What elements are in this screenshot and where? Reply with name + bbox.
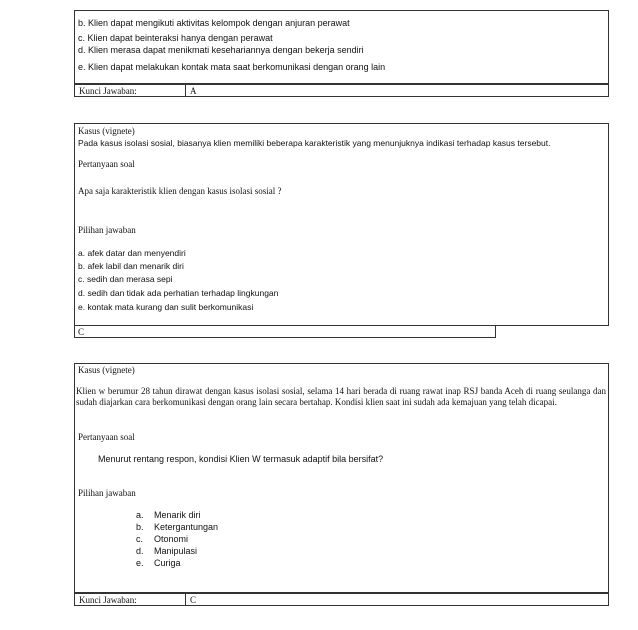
option-text: Otonomi	[154, 534, 189, 544]
block2-option-b: b. afek labil dan menarik diri	[78, 261, 184, 271]
block1-option-e: e. Klien dapat melakukan kontak mata saat berkomunikasi dengan orang lain	[78, 62, 386, 72]
block3-option-e	[136, 558, 181, 568]
block2-choices-label: Pilihan jawaban	[78, 225, 136, 235]
block1-option-b: b. Klien dapat mengikuti aktivitas kelompok dengan anjuran perawat	[78, 18, 350, 28]
answer-key-label: Kunci Jawaban:	[79, 595, 137, 605]
option-letter: b.	[136, 522, 144, 532]
block3-option-a	[136, 510, 201, 520]
answer-key-value: A	[190, 86, 197, 96]
block2-option-c: c. sedih dan merasa sepi	[78, 274, 173, 284]
answer-key-value: C	[190, 595, 197, 605]
option-letter: c.	[136, 534, 144, 544]
block3-choices-label: Pilihan jawaban	[78, 488, 136, 498]
block2-heading: Kasus (vignete)	[78, 126, 135, 136]
block1-option-d: d. Klien merasa dapat menikmati kesehariannya dengan bekerja sendiri	[78, 45, 364, 55]
option-letter: a.	[136, 510, 144, 520]
block1-answer-key	[74, 84, 609, 97]
option-letter: d.	[136, 546, 144, 556]
option-letter: e.	[136, 558, 144, 568]
block2-case-text: Pada kasus isolasi sosial, biasanya klien memiliki beberapa karakteristik yang menunjuknya indikasi terhadap kasus tersebut.	[78, 138, 551, 148]
answer-key-label: Kunci Jawaban:	[79, 86, 137, 96]
block3-heading: Kasus (vignete)	[78, 365, 135, 375]
block2-option-e: e. kontak mata kurang dan sulit berkomunikasi	[78, 302, 254, 312]
block3-option-c	[136, 534, 188, 544]
option-text: Curiga	[154, 558, 181, 568]
block2-question-label: Pertanyaan soal	[78, 159, 135, 169]
block3-option-d	[136, 546, 197, 556]
option-text: Ketergantungan	[154, 522, 219, 532]
option-text: Manipulasi	[154, 546, 198, 556]
block3-question-label: Pertanyaan soal	[78, 432, 135, 442]
block2-question: Apa saja karakteristik klien dengan kasus isolasi sosial ?	[78, 186, 282, 196]
block3-answer-key	[74, 593, 609, 606]
answer-key-value: C	[78, 327, 85, 337]
block2-option-a: a. afek datar dan menyendiri	[78, 248, 186, 258]
block1-option-c: c. Klien dapat beinteraksi hanya dengan perawat	[78, 33, 273, 43]
block2-option-d: d. sedih dan tidak ada perhatian terhadap lingkungan	[78, 288, 279, 298]
option-text: Menarik diri	[154, 510, 201, 520]
block2-answer-key	[74, 325, 496, 338]
block3-option-b	[136, 522, 218, 532]
block3-case-text: Klien w berumur 28 tahun dirawat dengan kasus isolasi sosial, selama 14 hari berada di ruang rawat inap RSJ banda Aceh di ruang seulanga dan sudah diajarkan cara berkomunikasi dengan orang lain secara bertahap. Kondisi klien saat ini sudah ada kemajuan yang telah dicapai.	[76, 386, 606, 407]
block3-question: Menurut rentang respon, kondisi Klien W termasuk adaptif bila bersifat?	[98, 454, 384, 464]
